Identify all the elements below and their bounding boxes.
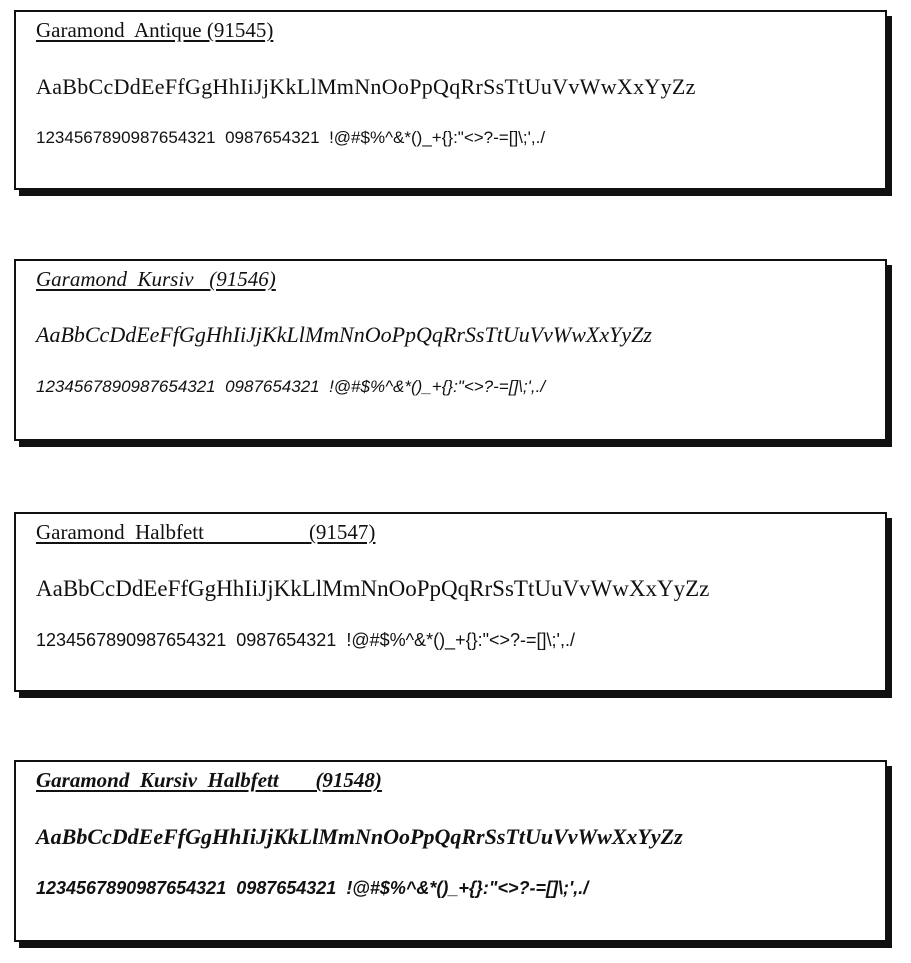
specimen-title: Garamond Kursiv Halbfett (91548) [36,768,382,792]
specimen-box-garamond-antique [14,10,887,190]
specimen-alphabet: AaBbCcDdEeFfGgHhIiJjKkLlMmNnOoPpQqRrSsTtUuVvWwXxYyZz [36,322,652,347]
specimen-alphabet: AaBbCcDdEeFfGgHhIiJjKkLlMmNnOoPpQqRrSsTtUuVvWwXxYyZz [36,824,683,849]
specimen-numerals-symbols: 1234567890987654321 0987654321 !@#$%^&*()_+{}:"<>?-=[]\;',./ [36,630,575,650]
specimen-title: Garamond Halbfett (91547) [36,520,376,544]
specimen-box-garamond-halbfett [14,512,887,692]
specimen-numerals-symbols: 1234567890987654321 0987654321 !@#$%^&*()_+{}:"<>?-=[]\;',./ [36,878,589,898]
specimen-alphabet: AaBbCcDdEeFfGgHhIiJjKkLlMmNnOoPpQqRrSsTtUuVvWwXxYyZz [36,576,710,601]
specimen-alphabet: AaBbCcDdEeFfGgHhIiJjKkLlMmNnOoPpQqRrSsTtUuVvWwXxYyZz [36,74,696,99]
specimen-box-garamond-kursiv-halbfett [14,760,887,942]
specimen-box-garamond-kursiv [14,259,887,441]
specimen-title: Garamond Antique (91545) [36,18,274,42]
specimen-numerals-symbols: 1234567890987654321 0987654321 !@#$%^&*()_+{}:"<>?-=[]\;',./ [36,377,546,396]
specimen-title: Garamond Kursiv (91546) [36,267,276,291]
specimen-numerals-symbols: 1234567890987654321 0987654321 !@#$%^&*()_+{}:"<>?-=[]\;',./ [36,128,546,147]
